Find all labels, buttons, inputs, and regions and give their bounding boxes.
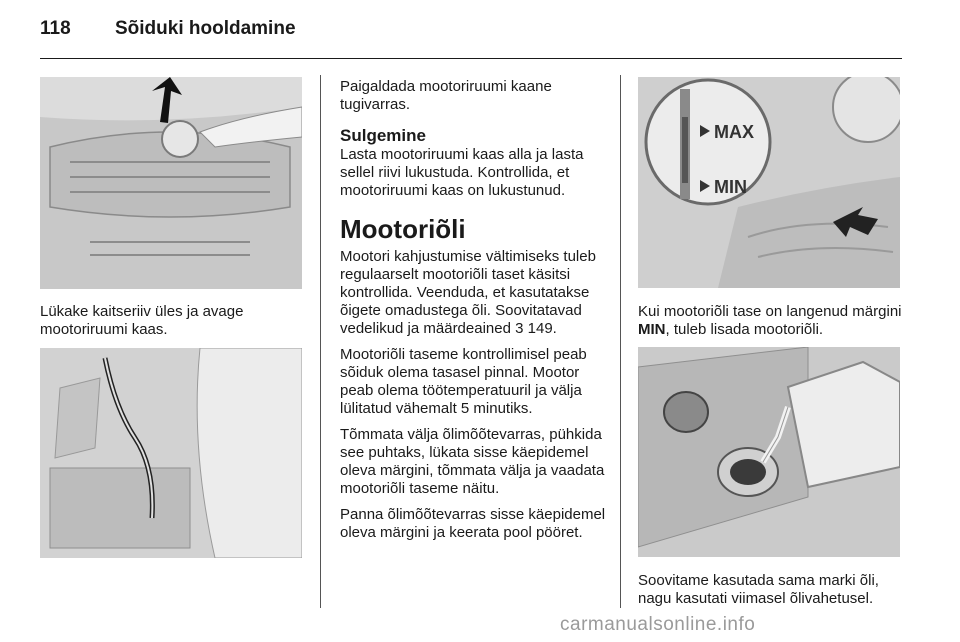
min-mark: MIN xyxy=(638,321,666,338)
engine-oil-heading: Mootoriõli xyxy=(340,214,466,244)
closing-heading: Sulgemine xyxy=(340,126,426,145)
dipstick-min-label: MIN xyxy=(714,177,747,197)
engine-oil-paragraph-4: Panna õlimõõtevarras sisse käepidemel oleva märgini ja keerata pool pööret. xyxy=(340,506,606,541)
oil-brand-caption: Soovitame kasutada sama marki õli, nagu kasutati viimasel õlivahetusel. xyxy=(638,572,879,607)
engine-oil-paragraph-3: Tõmmata välja õlimõõtevarras, pühkida see puhtaks, lükata sisse käepidemel oleva märgini, tõmmata välja ja vaadata mootoriõli taseme näitu. xyxy=(340,426,605,497)
hood-support-rod-illustration xyxy=(40,348,302,558)
column-2-text xyxy=(340,78,606,550)
hood-release-caption: Lükake kaitseriiv üles ja avage mootoriruumi kaas. xyxy=(40,303,244,338)
column-divider-right xyxy=(620,75,621,608)
dipstick-caption: Kui mootoriõli tase on langenud märgini MIN, tuleb lisada mootoriõli. xyxy=(638,303,902,338)
engine-oil-paragraph-1: Mootori kahjustumise vältimiseks tuleb regulaarselt mootoriõli taset käsitsi kontrollida. Veenduda, et kasutatakse õigete omadustega õli. Soovitatavad vedelikud ja määrdeained 3 149. xyxy=(340,248,596,337)
page-header xyxy=(40,18,902,58)
watermark: carmanualsonline.info xyxy=(560,614,756,635)
page-title: Sõiduki hooldamine xyxy=(115,18,296,39)
column-divider-left xyxy=(320,75,321,608)
support-rod-instruction: Paigaldada mootoriruumi kaane tugivarras. xyxy=(340,78,552,113)
page-number: 118 xyxy=(40,18,71,39)
hood-release-illustration xyxy=(40,77,302,289)
header-rule xyxy=(40,58,902,59)
oil-filling-illustration xyxy=(638,347,900,557)
closing-text: Lasta mootoriruumi kaas alla ja lasta sellel riivi lukustuda. Kontrollida, et mootoriruumi kaas on lukustunud. xyxy=(340,146,584,199)
dipstick-max-label: MAX xyxy=(714,122,754,142)
engine-oil-paragraph-2: Mootoriõli taseme kontrollimisel peab sõiduk olema tasasel pinnal. Mootor peab olema töötemperatuuril ja välja lülitatud vähemalt 5 minutiks. xyxy=(340,346,587,417)
page-reference: 3 149. xyxy=(515,320,557,337)
dipstick-illustration xyxy=(638,77,900,288)
